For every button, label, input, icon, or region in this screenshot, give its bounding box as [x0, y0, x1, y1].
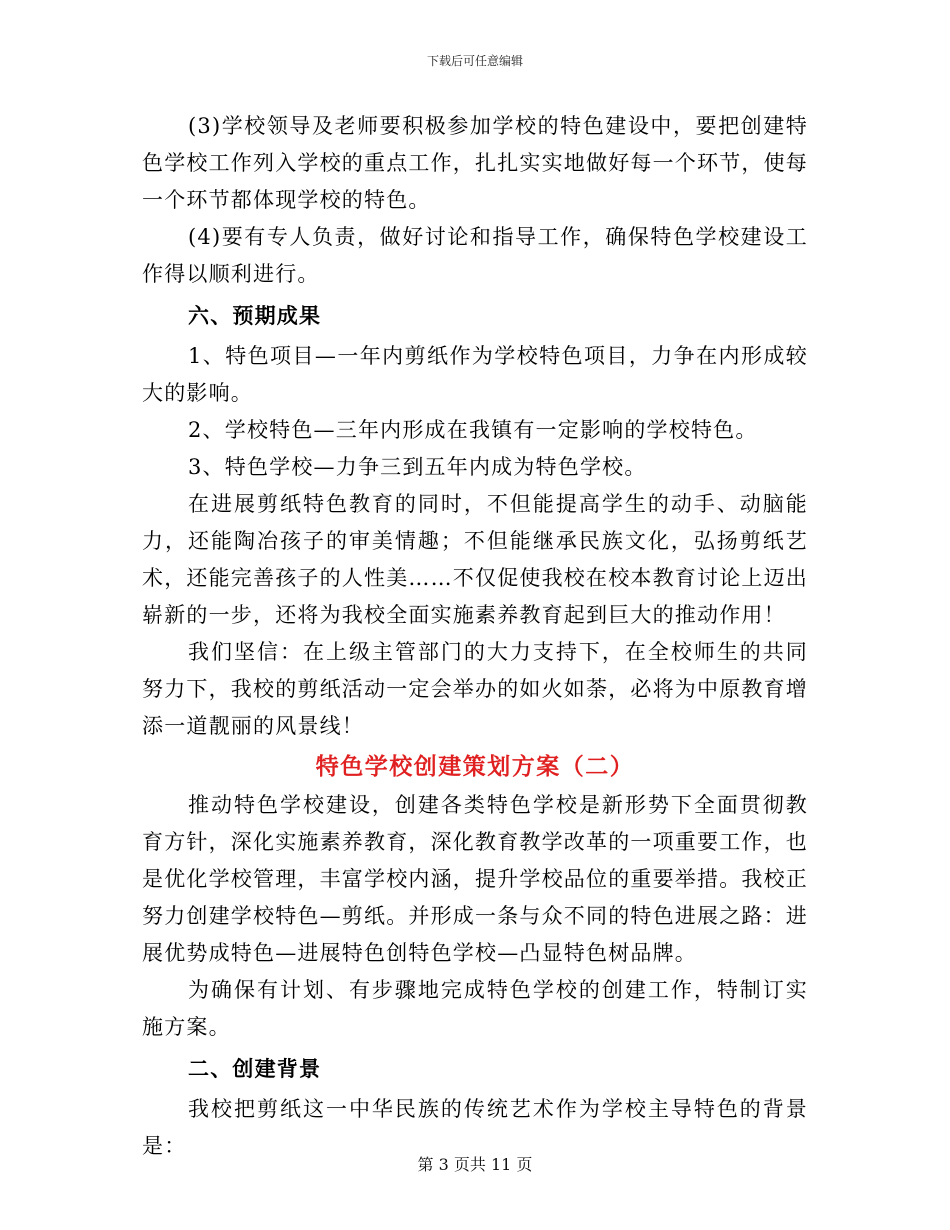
paragraph-benefits: 在进展剪纸特色教育的同时，不但能提高学生的动手、动脑能力，还能陶冶孩子的审美情趣；不但能继承民族文化，弘扬剪纸艺术，还能完善孩子的人性美……不仅促使我校在校本教育讨论上迈出崭新的一步，还将为我校全面实施素养教育起到巨大的推动作用！	[142, 492, 808, 627]
section-heading-expected-results: 六、预期成果	[188, 303, 322, 328]
paragraph-item-4: (4)要有专人负责，做好讨论和指导工作，确保特色学校建设工作得以顺利进行。	[142, 225, 808, 286]
paragraph-belief: 我们坚信：在上级主管部门的大力支持下，在全校师生的共同努力下，我校的剪纸活动一定会举办的如火如荼，必将为中原教育增添一道靓丽的风景线！	[142, 640, 808, 738]
document-body	[142, 108, 808, 1165]
paragraph-item-3: (3)学校领导及老师要积极参加学校的特色建设中，要把创建特色学校工作列入学校的重点工作，扎扎实实地做好每一个环节，使每一个环节都体现学校的特色。	[142, 114, 808, 212]
paragraph-purpose: 为确保有计划、有步骤地完成特色学校的创建工作，特制订实施方案。	[142, 978, 808, 1039]
page-number: 第 3 页共 11 页	[417, 1155, 533, 1174]
result-item-1: 1、特色项目—一年内剪纸作为学校特色项目，力争在内形成较大的影响。	[142, 344, 808, 405]
document-title-part-2: 特色学校创建策划方案（二）	[315, 753, 635, 780]
paragraph-introduction: 推动特色学校建设，创建各类特色学校是新形势下全面贯彻教育方针，深化实施素养教育，深化教育教学改革的一项重要工作，也是优化学校管理，丰富学校内涵，提升学校品位的重要举措。我校正努力创建学校特色—剪纸。并形成一条与众不同的特色进展之路：进展优势成特色—进展特色创特色学校—凸显特色树品牌。	[142, 793, 808, 965]
result-item-2: 2、学校特色—三年内形成在我镇有一定影响的学校特色。	[188, 418, 758, 442]
section-heading-background: 二、创建背景	[188, 1056, 322, 1081]
page-header-note: 下载后可任意编辑	[426, 54, 523, 68]
result-item-3: 3、特色学校—力争三到五年内成为特色学校。	[188, 455, 647, 479]
paragraph-background: 我校把剪纸这一中华民族的传统艺术作为学校主导特色的背景是：	[142, 1097, 808, 1158]
